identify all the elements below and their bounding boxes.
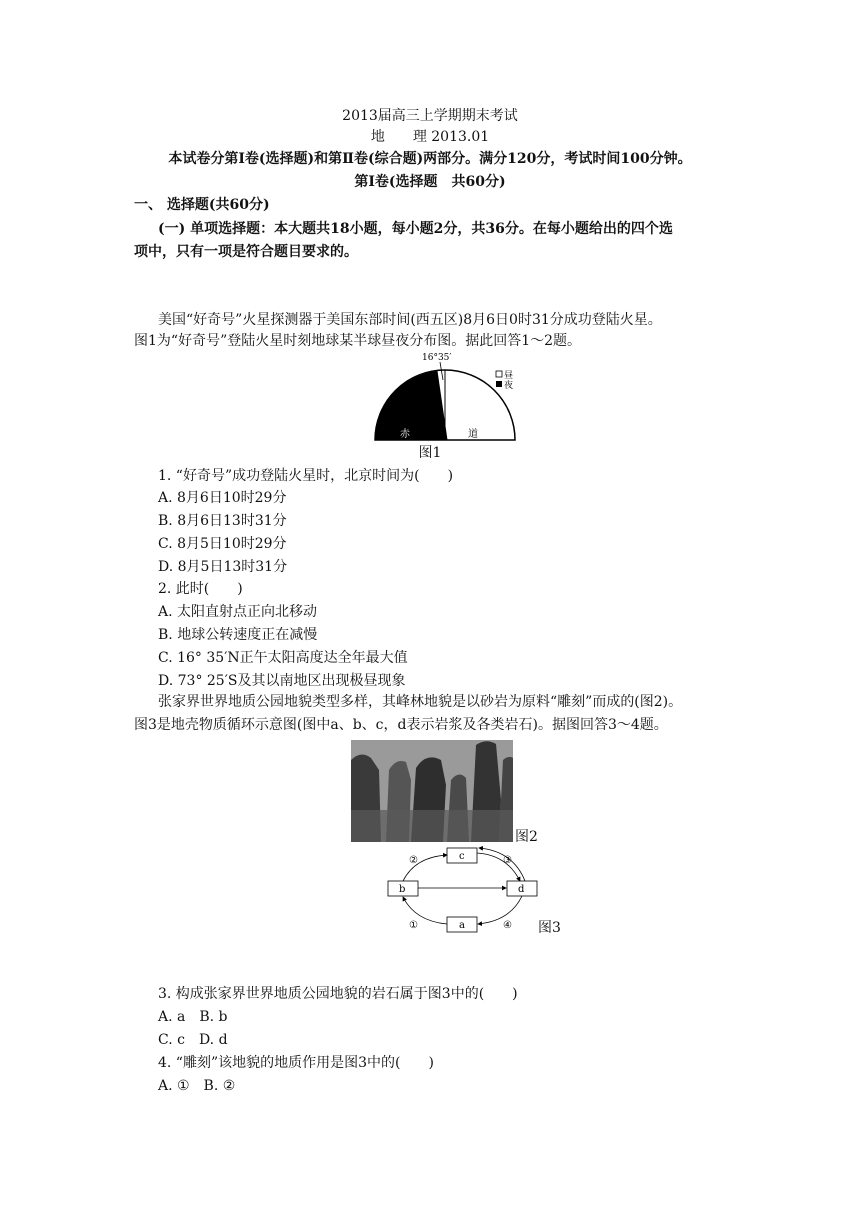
legend-day-swatch	[496, 371, 502, 377]
angle-arrow	[440, 362, 443, 380]
section1-heading: 一、 选择题(共60分)	[134, 197, 270, 213]
passage1-line2: 图1为“好奇号”登陆火星时刻地球某半球昼夜分布图。据此回答1～2题。	[134, 333, 582, 349]
passage2-line1: 张家界世界地质公园地貌类型多样，其峰林地貌是以砂岩为原料“雕刻”而成的(图2)。	[158, 694, 683, 710]
figure3-rock-cycle-diagram	[385, 843, 545, 935]
passage1-line1: 美国“好奇号”火星探测器于美国东部时间(西五区)8月6日0时31分成功登陆火星。	[158, 312, 662, 328]
q1-option-d: D. 8月5日13时31分	[158, 559, 288, 575]
part1-heading: 第Ⅰ卷(选择题 共60分)	[354, 174, 506, 190]
q3-options-cd: C. c D. d	[158, 1032, 228, 1048]
section1-instruction-2: 项中，只有一项是符合题目要求的。	[134, 244, 358, 260]
q1-option-a: A. 8月6日10时29分	[158, 490, 287, 506]
q3-options-ab: A. a B. b	[158, 1009, 228, 1025]
q2-option-c: C. 16° 35′N正午太阳高度达全年最大值	[158, 650, 408, 666]
exam-note: 本试卷分第Ⅰ卷(选择题)和第Ⅱ卷(综合题)两部分。满分120分，考试时间100分钟。	[168, 151, 692, 167]
box-a-label: a	[459, 920, 465, 931]
q2-option-d: D. 73° 25′S及其以南地区出现极昼现象	[158, 673, 406, 689]
arrow-d-to-a	[478, 896, 522, 924]
legend-night-swatch	[496, 381, 502, 387]
box-c-label: c	[459, 851, 465, 862]
figure2-caption: 图2	[515, 829, 538, 845]
q4-stem: 4. “雕刻”该地貌的地质作用是图3中的( )	[158, 1055, 434, 1071]
q2-stem: 2. 此时( )	[158, 581, 243, 597]
arrow-d-to-c	[479, 848, 525, 881]
q1-option-c: C. 8月5日10时29分	[158, 536, 287, 552]
label-4: ④	[503, 920, 512, 931]
night-region	[375, 371, 447, 440]
legend-day-label: 昼	[504, 371, 514, 381]
label-2: ②	[409, 855, 418, 866]
label-3: ③	[503, 855, 512, 866]
figure1-day-night-diagram	[370, 350, 530, 445]
figure1-caption: 图1	[418, 445, 442, 461]
figure3-caption: 图3	[538, 920, 561, 936]
q1-stem: 1. “好奇号”成功登陆火星时，北京时间为( )	[158, 468, 454, 484]
label-1: ①	[409, 920, 418, 931]
photo-drawing	[351, 740, 513, 842]
equator-label-right: 道	[468, 429, 478, 440]
q2-option-a: A. 太阳直射点正向北移动	[158, 604, 318, 620]
arrow-c-to-d	[477, 853, 520, 881]
angle-label: 16°35′	[422, 353, 452, 363]
q1-option-b: B. 8月6日13时31分	[158, 513, 287, 529]
q4-options-ab: A. ① B. ②	[158, 1078, 236, 1094]
legend-night-label: 夜	[504, 381, 514, 391]
exam-title: 2013届高三上学期期末考试	[342, 108, 518, 124]
section1-instruction-1: (一) 单项选择题：本大题共18小题，每小题2分，共36分。在每小题给出的四个选	[158, 221, 673, 237]
q2-option-b: B. 地球公转速度正在减慢	[158, 627, 318, 643]
passage2-line2: 图3是地壳物质循环示意图(图中a、b、c，d表示岩浆及各类岩石)。据图回答3～4题。	[134, 717, 668, 733]
box-b-label: b	[399, 884, 406, 895]
subject-line: 地 理 2013.01	[370, 129, 490, 145]
equator-label-left: 赤	[400, 429, 410, 440]
q3-stem: 3. 构成张家界世界地质公园地貌的岩石属于图3中的( )	[158, 986, 518, 1002]
box-d-label: d	[518, 884, 525, 895]
figure2-peak-forest-photo	[351, 740, 513, 842]
